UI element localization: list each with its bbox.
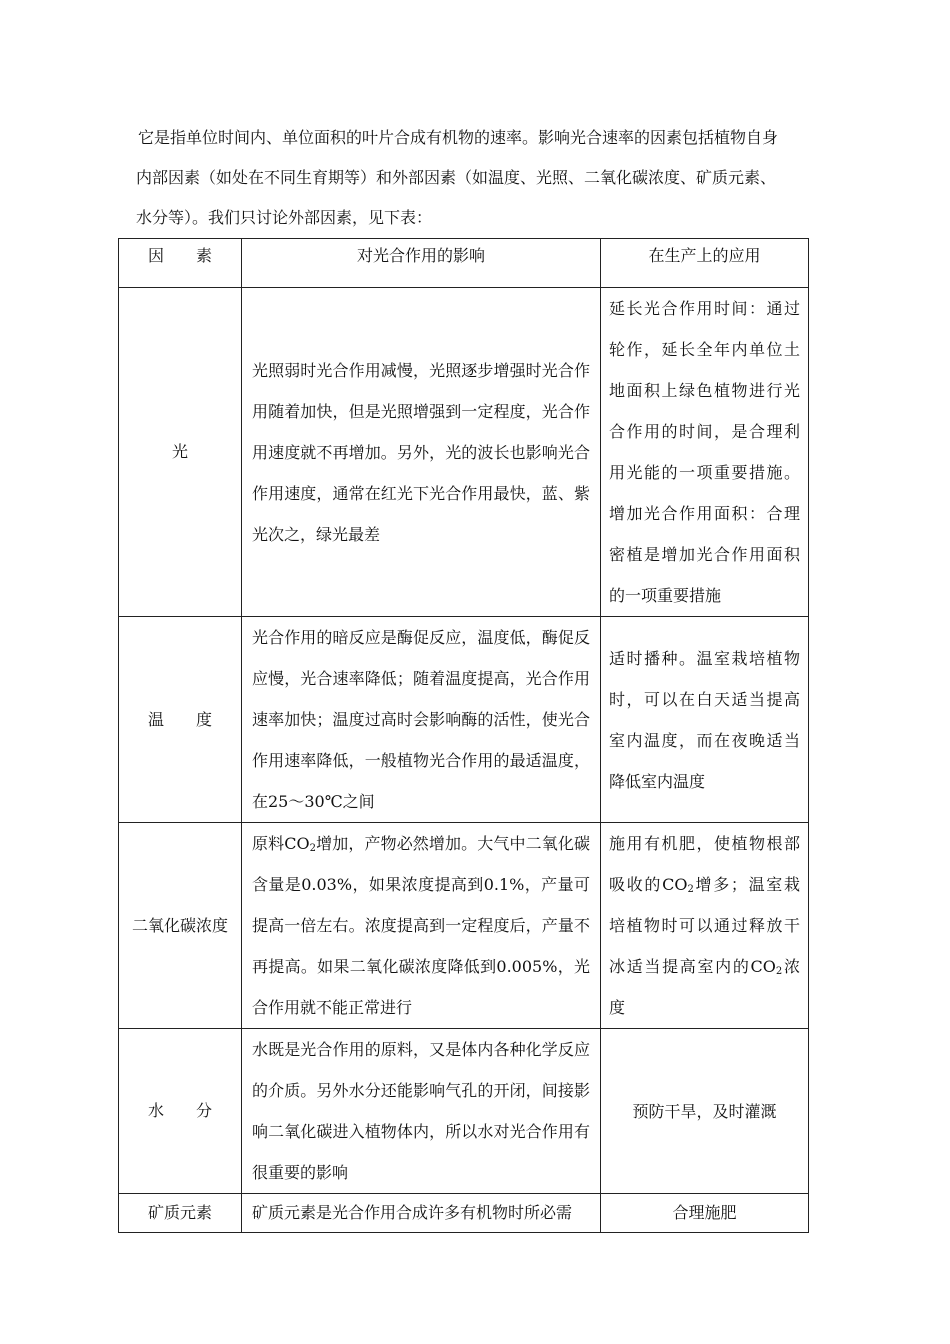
table-row-light bbox=[119, 288, 809, 617]
effect-co2-text-b: 增加，产物必然增加。大气中二氧化碳含量是0.03%，如果浓度提高到0.1%，产量可提高一倍左右。浓度提高到一定程度后，产量不再提高。如果二氧化碳浓度降低到0.005%，光合作用就不能正常进行 bbox=[252, 834, 590, 1017]
application-temperature: 适时播种。温室栽培植物时，可以在白天适当提高室内温度，而在夜晚适当降低室内温度 bbox=[601, 617, 809, 823]
application-co2-text-b: 增多；温室栽培植物时可以通过释放干冰适当提高室内的CO bbox=[609, 875, 800, 976]
effect-light: 光照弱时光合作用减慢，光照逐步增强时光合作用随着加快，但是光照增强到一定程度，光合作用速度就不再增加。另外，光的波长也影响光合作用速度，通常在红光下光合作用最快，蓝、紫光次之，绿光最差 bbox=[242, 288, 601, 617]
factor-temperature: 温 度 bbox=[119, 617, 242, 823]
header-application: 在生产上的应用 bbox=[601, 239, 809, 288]
effect-co2 bbox=[242, 823, 601, 1029]
application-co2-subscript-2: 2 bbox=[775, 966, 783, 977]
table-header-row bbox=[119, 239, 809, 288]
application-light: 延长光合作用时间：通过轮作，延长全年内单位土地面积上绿色植物进行光合作用的时间，是合理利用光能的一项重要措施。增加光合作用面积：合理密植是增加光合作用面积的一项重要措施 bbox=[601, 288, 809, 617]
effect-water: 水既是光合作用的原料，又是体内各种化学反应的介质。另外水分还能影响气孔的开闭，间接影响二氧化碳进入植物体内，所以水对光合作用有很重要的影响 bbox=[242, 1029, 601, 1194]
effect-minerals: 矿质元素是光合作用合成许多有机物时所必需 bbox=[242, 1194, 601, 1233]
table-row-water bbox=[119, 1029, 809, 1194]
factor-co2: 二氧化碳浓度 bbox=[119, 823, 242, 1029]
effect-temperature: 光合作用的暗反应是酶促反应，温度低，酶促反应慢，光合速率降低；随着温度提高，光合作用速率加快；温度过高时会影响酶的活性，使光合作用速率降低，一般植物光合作用的最适温度，在25～30℃之间 bbox=[242, 617, 601, 823]
intro-line-2: 内部因素（如处在不同生育期等）和外部因素（如温度、光照、二氧化碳浓度、矿质元素、 bbox=[136, 168, 777, 187]
table-row-temperature bbox=[119, 617, 809, 823]
effect-co2-text-a: 原料CO bbox=[252, 834, 310, 853]
header-effect: 对光合作用的影响 bbox=[242, 239, 601, 288]
factor-minerals: 矿质元素 bbox=[119, 1194, 242, 1233]
application-co2-subscript-1: 2 bbox=[687, 884, 694, 895]
intro-paragraph bbox=[138, 118, 828, 238]
application-water: 预防干旱，及时灌溉 bbox=[601, 1029, 809, 1194]
factor-water: 水 分 bbox=[119, 1029, 242, 1194]
factor-light: 光 bbox=[119, 288, 242, 617]
table-row-minerals bbox=[119, 1194, 809, 1233]
header-factor: 因 素 bbox=[119, 239, 242, 288]
photosynthesis-factors-table bbox=[118, 238, 809, 1233]
intro-line-1: 它是指单位时间内、单位面积的叶片合成有机物的速率。影响光合速率的因素包括植物自身 bbox=[138, 128, 779, 147]
application-co2 bbox=[601, 823, 809, 1029]
effect-co2-subscript: 2 bbox=[309, 843, 316, 854]
application-minerals: 合理施肥 bbox=[601, 1194, 809, 1233]
application-co2-text-a: 施用有机肥，使植物根部吸收的CO bbox=[609, 834, 800, 894]
application-co2-text-c: 浓度 bbox=[609, 957, 800, 1017]
table-row-co2 bbox=[119, 823, 809, 1029]
intro-line-3: 水分等）。我们只讨论外部因素，见下表： bbox=[136, 208, 433, 227]
